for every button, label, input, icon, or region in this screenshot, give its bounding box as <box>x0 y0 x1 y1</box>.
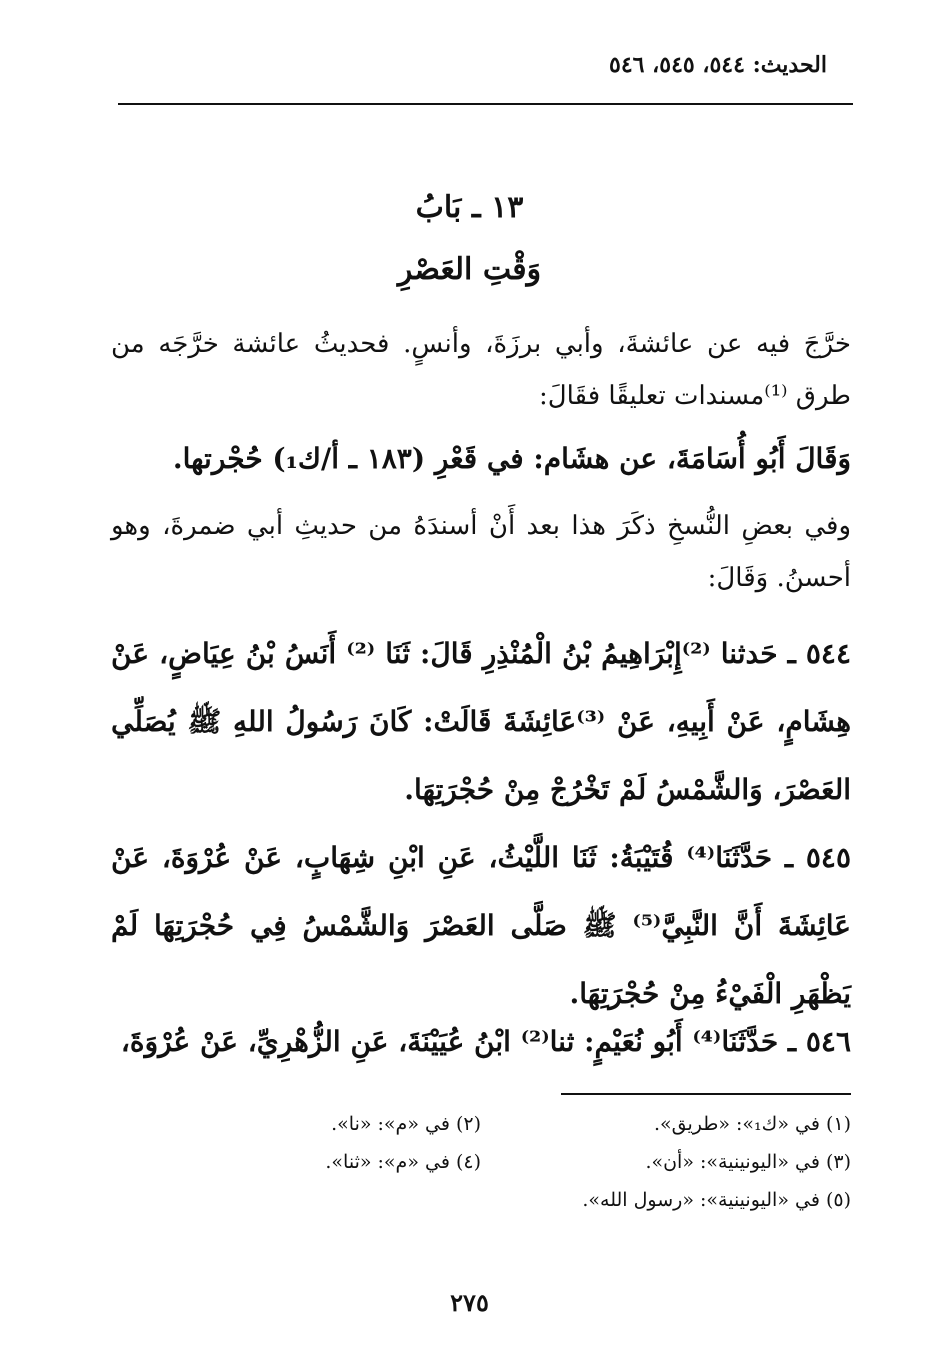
footnote-4: (٤) في «م»: «ثنا». <box>325 1151 481 1173</box>
chapter-number: ١٣ ـ بَابُ <box>415 190 524 225</box>
footnotes <box>111 1105 851 1219</box>
footnote-1: (١) في «ك₁»: «طريق». <box>653 1113 851 1135</box>
hadith-544: ٥٤٤ ـ حَدثنا ⁽²⁾إِبْرَاهِيمُ بْنُ الْمُنْذِرِ قَالَ: ثَنَا ⁽²⁾ أَنَسُ بْنُ عِيَاضٍ، عَنْ هِشَامٍ، عَنْ أَبِيهِ، عَنْ ⁽³⁾عَائِشَةَ قَالَتْ: كَانَ رَسُولُ اللهِ ﷺ يُصَلِّي العَصْرَ، وَالشَّمْسُ لَمْ تَخْرُجْ مِنْ حُجْرَتِهَا. <box>111 637 851 806</box>
paragraph-abu-usama: وَقَالَ أَبُو أُسَامَةَ، عن هشَام: في قَعْرِ (١٨٣ ـ أ/ك₁) حُجْرتها. <box>172 442 851 475</box>
hadith-545: ٥٤٥ ـ حَدَّثَنَا⁽⁴⁾ قُتَيْبَةُ: ثَنَا اللَّيْثُ، عَنِ ابْنِ شِهَابٍ، عَنْ عُرْوَةَ، عَنْ عَائِشَةَ أَنَّ النَّبِيَّ⁽⁵⁾ ﷺ صَلَّى العَصْرَ وَالشَّمْسُ فِي حُجْرَتِهَا لَمْ يَظْهَرِ الْفَيْءُ مِنْ حُجْرَتِهَا. <box>111 841 851 1010</box>
footnote-2: (٢) في «م»: «نا». <box>331 1113 481 1135</box>
footnote-row <box>111 1105 851 1143</box>
footnote-divider <box>561 1093 851 1095</box>
footnote-3: (٣) في «اليونينية»: «أن». <box>645 1151 851 1173</box>
paragraph-intro: خرَّجَ فيه عن عائشةَ، وأبي برزَةَ، وأنسٍ. فحديثُ عائشة خرَّجَه من طرق ⁽¹⁾مسندات تعليقًا فقَالَ: <box>111 329 851 411</box>
chapter-title: وَقْتِ العَصْرِ <box>397 252 542 287</box>
footnote-row <box>111 1181 851 1219</box>
page-number: ٢٧٥ <box>450 1288 489 1317</box>
footnote-row <box>111 1143 851 1181</box>
hadith-546: ٥٤٦ ـ حَدَّثَنَا⁽⁴⁾ أَبُو نُعَيْمٍ: ثنا⁽²⁾ ابْنُ عُيَيْنَةَ، عَنِ الزُّهْرِيِّ، عَنْ عُرْوَةَ، <box>120 1025 851 1058</box>
paragraph-note: وفي بعضِ النُّسخِ ذكَرَ هذا بعد أَنْ أسندَهُ من حديثِ أبي ضمرةَ، وهو أحسنُ. وَقَالَ: <box>111 511 851 593</box>
footnote-5: (٥) في «اليونينية»: «رسول الله». <box>582 1189 851 1211</box>
header-divider <box>118 103 853 105</box>
running-head: الحديث: ٥٤٤، ٥٤٥، ٥٤٦ <box>609 52 827 78</box>
